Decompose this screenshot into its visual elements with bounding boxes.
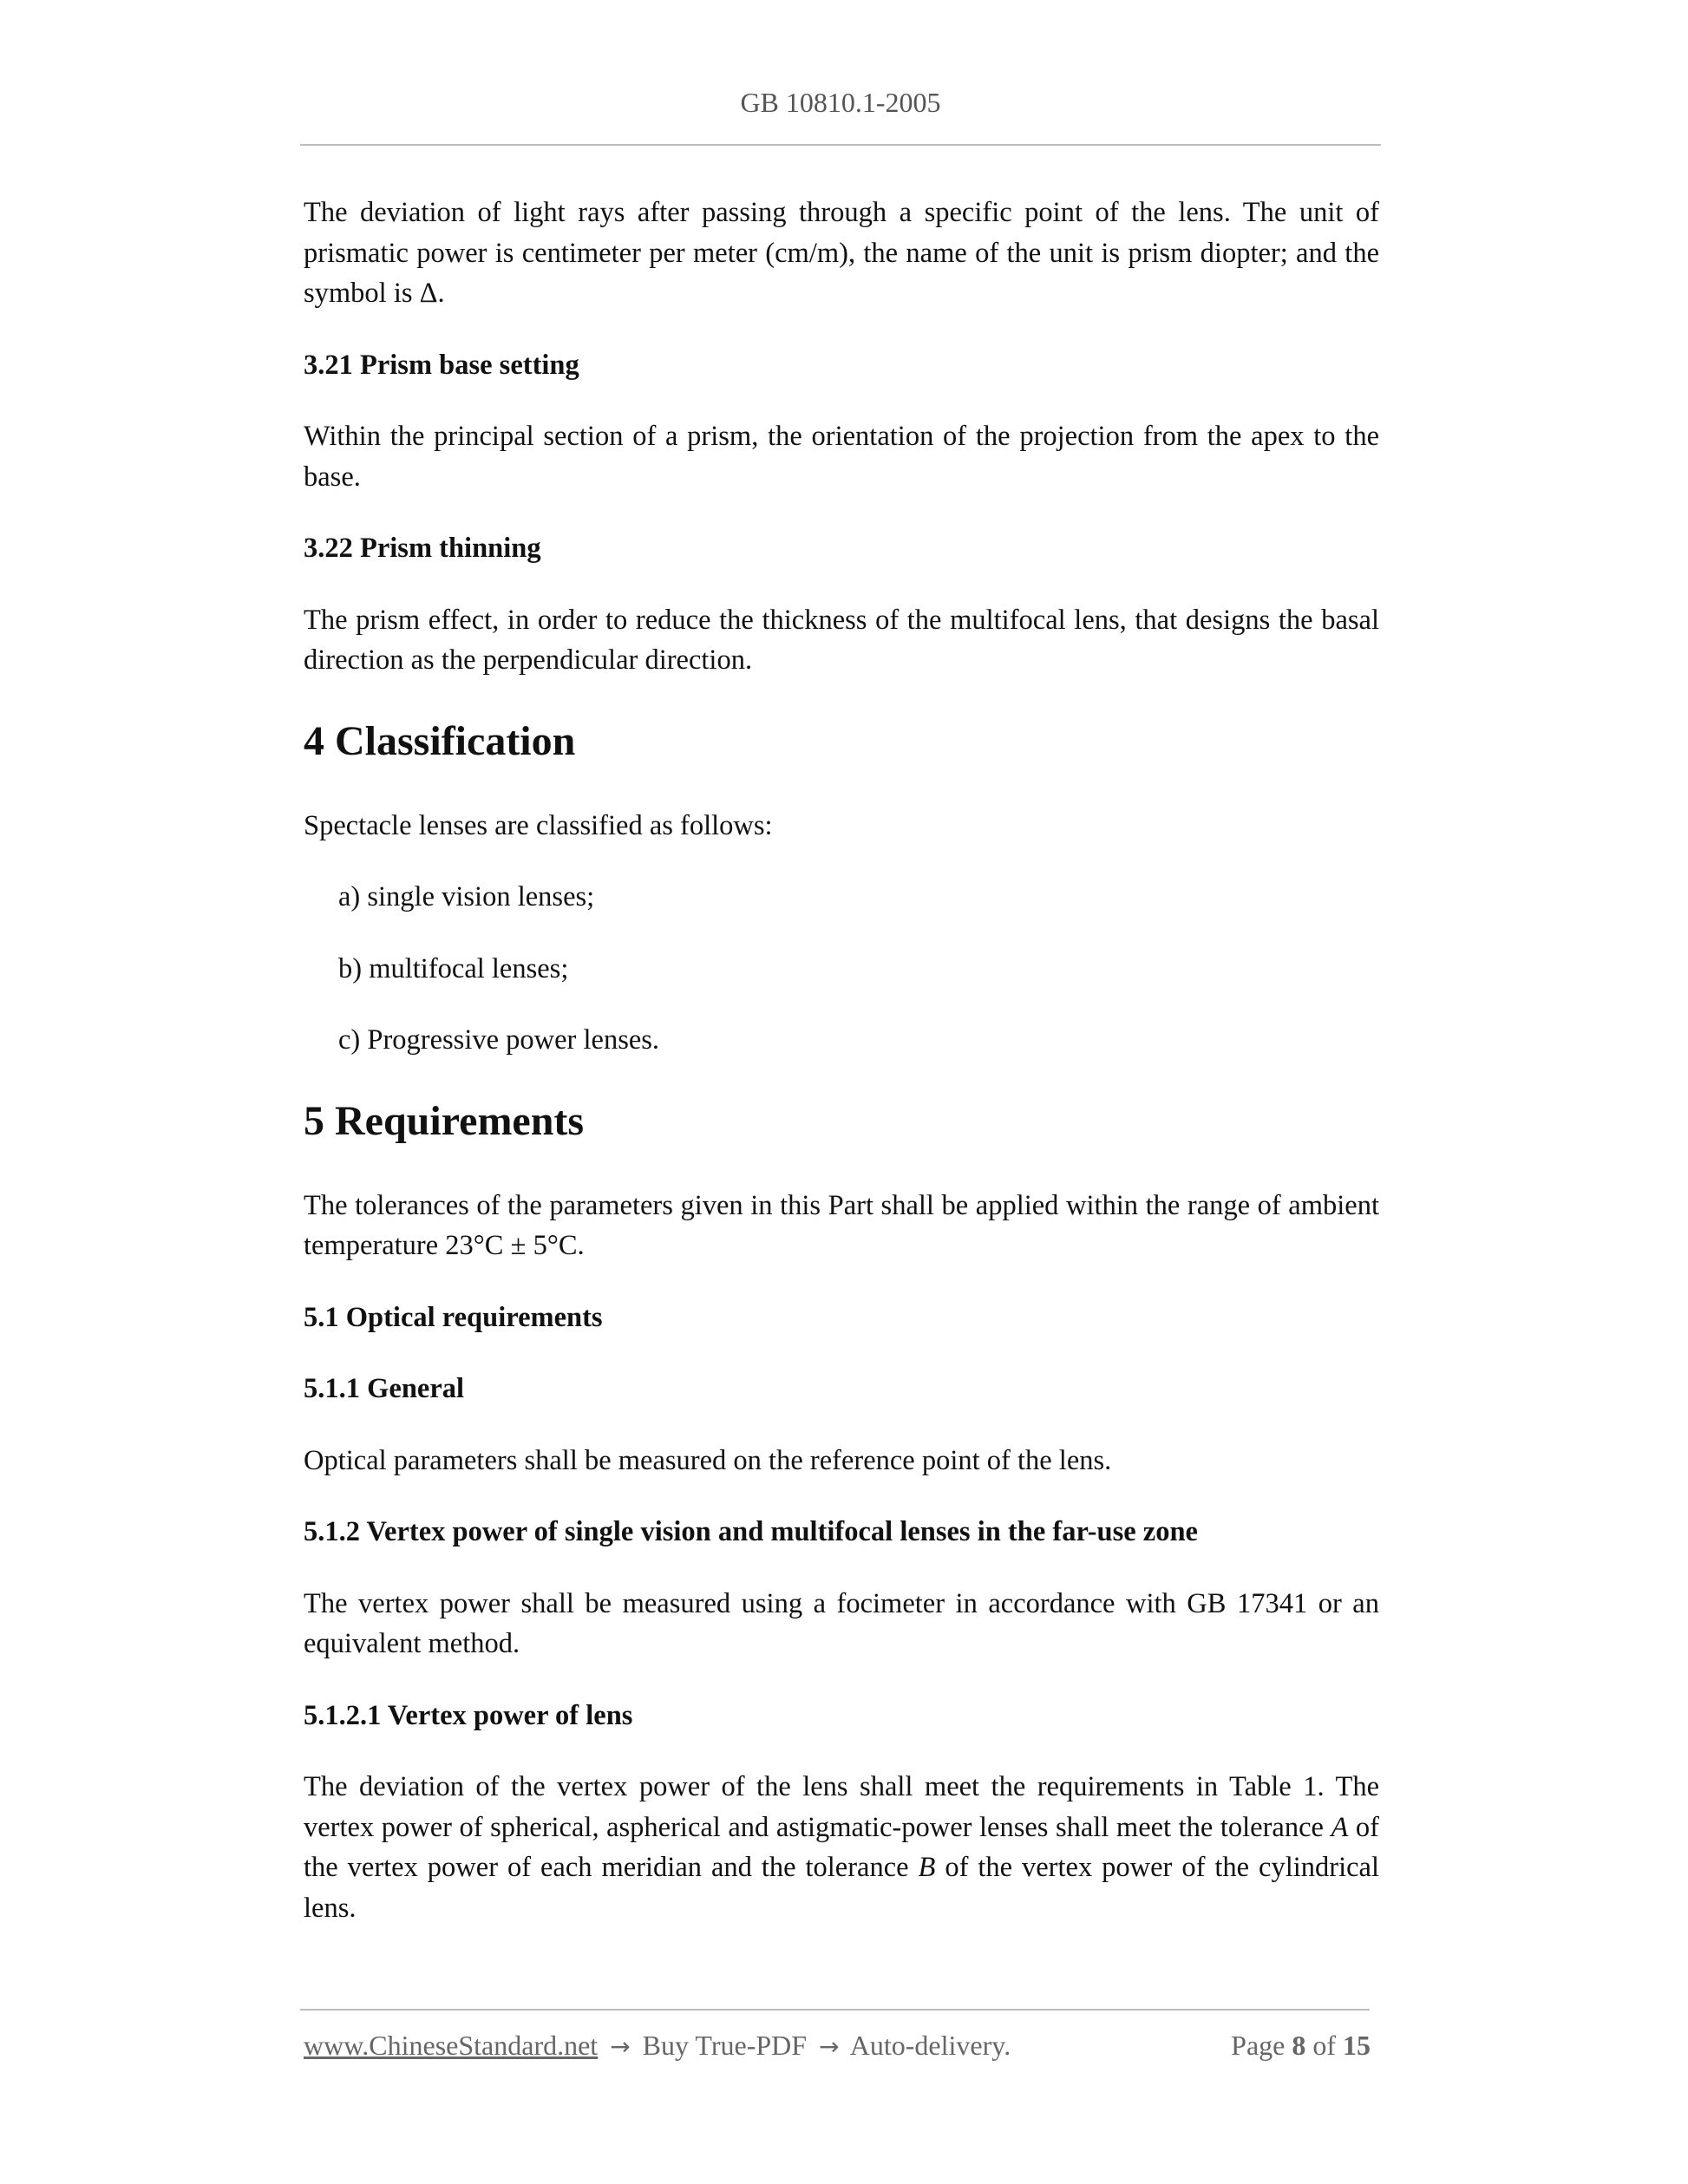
- tolerance-a-symbol: A: [1331, 1811, 1349, 1843]
- page-footer: [304, 2030, 1371, 2062]
- list-item-progressive: c) Progressive power lenses.: [338, 1024, 660, 1056]
- footer-divider: [300, 2009, 1370, 2011]
- paragraph-5-1-2: The vertex power shall be measured using a focimeter in accordance with GB 17341 or an equivalent method.: [304, 1587, 1379, 1659]
- paragraph-5-1-2-1-part2: of the vertex power of each meridian and the tolerance: [304, 1811, 1379, 1883]
- page-counter: [1231, 2030, 1371, 2062]
- paragraph-5-1-1: Optical parameters shall be measured on the reference point of the lens.: [304, 1444, 1112, 1476]
- paragraph-requirements-intro: The tolerances of the parameters given in this Part shall be applied within the range of ambient temperature 23°C ± 5°C.: [304, 1189, 1379, 1261]
- page-current-number: 8: [1292, 2030, 1306, 2061]
- document-body: [304, 193, 1379, 1959]
- page-label: Page: [1231, 2030, 1286, 2061]
- list-item-multifocal: b) multifocal lenses;: [338, 952, 569, 984]
- paragraph-3-22: The prism effect, in order to reduce the thickness of the multifocal lens, that designs the basal direction as the perpendicular direction.: [304, 604, 1379, 676]
- page-of-label: of: [1312, 2030, 1336, 2061]
- section-title-classification: 4 Classification: [304, 717, 576, 764]
- auto-delivery-text: Auto-delivery.: [849, 2030, 1011, 2061]
- chinesestandard-site-link[interactable]: www.ChineseStandard.net: [304, 2030, 599, 2061]
- paragraph-3-21: Within the principal section of a prism, the orientation of the projection from the apex to the base.: [304, 421, 1379, 493]
- heading-5-1-1: 5.1.1 General: [304, 1373, 465, 1404]
- heading-5-1-2: 5.1.2 Vertex power of single vision and multifocal lenses in the far-use zone: [304, 1516, 1198, 1547]
- tolerance-b-symbol: B: [918, 1852, 936, 1883]
- section-title-requirements: 5 Requirements: [304, 1097, 585, 1144]
- heading-3-21: 3.21 Prism base setting: [304, 349, 579, 381]
- paragraph-prismatic-power: The deviation of light rays after passing through a specific point of the lens. The unit of prismatic power is centimeter per meter (cm/m), the name of the unit is prism diopter; and the symbol is Δ.: [304, 197, 1379, 309]
- heading-5-1-2-1: 5.1.2.1 Vertex power of lens: [304, 1699, 633, 1731]
- heading-5-1: 5.1 Optical requirements: [304, 1301, 603, 1333]
- buy-true-pdf-text: Buy True-PDF: [642, 2030, 808, 2061]
- page-total-number: 15: [1343, 2030, 1371, 2061]
- heading-3-22: 3.22 Prism thinning: [304, 533, 541, 564]
- right-arrow-icon: →: [610, 2032, 631, 2061]
- paragraph-5-1-2-1-part3: of the vertex power of the cylindrical lens.: [304, 1852, 1379, 1924]
- right-arrow-icon: →: [819, 2032, 840, 2061]
- paragraph-5-1-2-1: [304, 1767, 1379, 1928]
- document-header-title: GB 10810.1-2005: [740, 87, 941, 118]
- paragraph-5-1-2-1-part1: The deviation of the vertex power of the lens shall meet the requirements in Table 1. The vertex power of spherical, aspherical and astigmatic-power lenses shall meet the tolerance: [304, 1771, 1379, 1843]
- paragraph-classification-intro: Spectacle lenses are classified as follows:: [304, 809, 773, 841]
- header-divider: [300, 144, 1381, 146]
- list-item-single-vision: a) single vision lenses;: [338, 881, 595, 912]
